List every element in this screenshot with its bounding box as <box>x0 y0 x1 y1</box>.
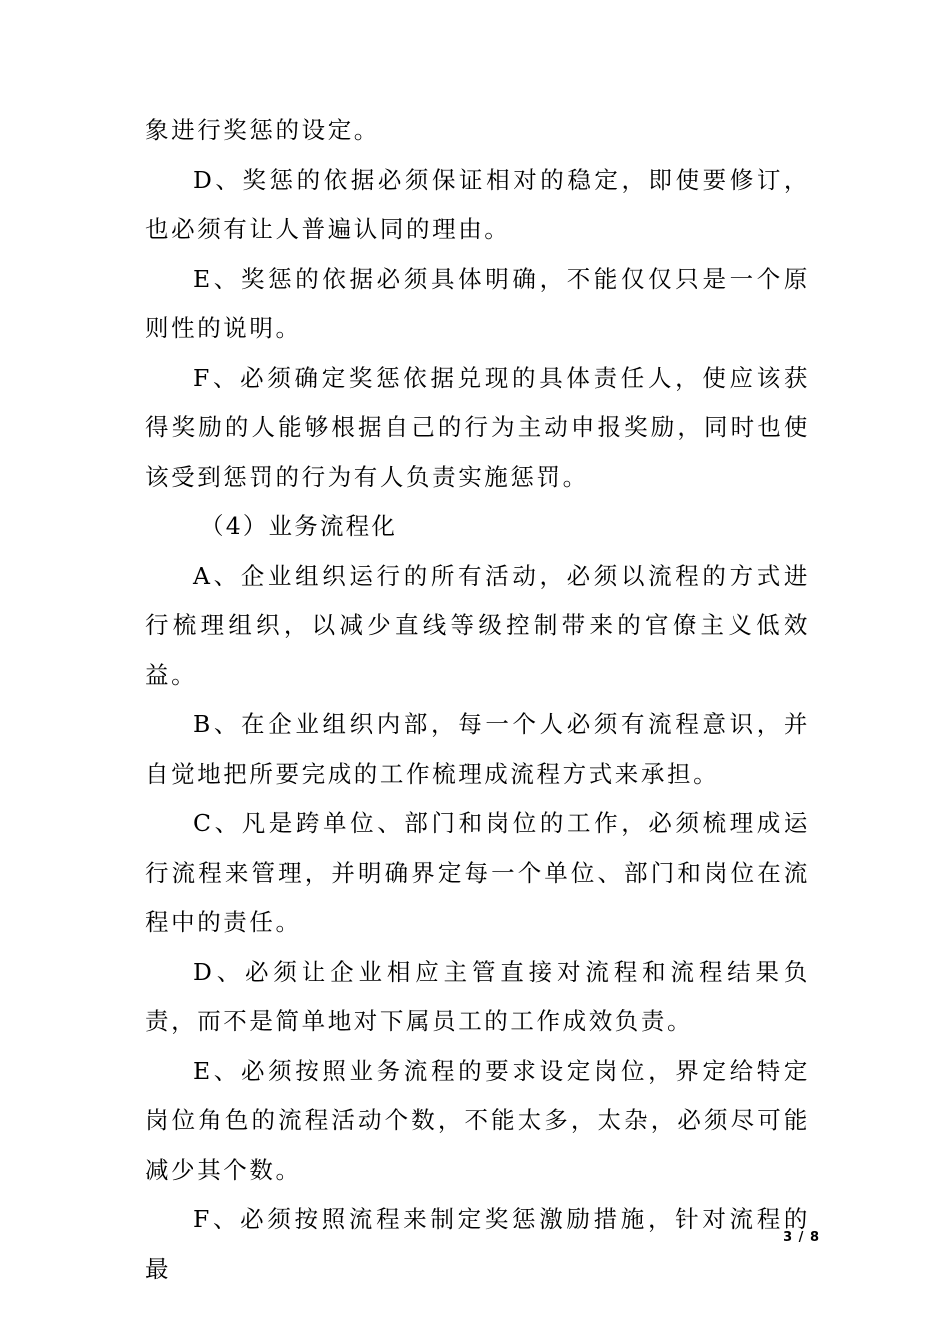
paragraph-process-item-b: B、在企业组织内部，每一个人必须有流程意识，并自觉地把所要完成的工作梳理成流程方式来承担。 <box>145 710 810 788</box>
paragraph-process-item-c: C、凡是跨单位、部门和岗位的工作，必须梳理成运行流程来管理，并明确界定每一个单位、部门和岗位在流程中的责任。 <box>145 809 810 936</box>
paragraph-process-item-f: F、必须按照流程来制定奖惩激励措施，针对流程的最 <box>145 1205 810 1283</box>
paragraph-continuation: 象进行奖惩的设定。 <box>145 116 380 144</box>
paragraph-reward-item-d: D、奖惩的依据必须保证相对的稳定，即使要修订，也必须有让人普遍认同的理由。 <box>145 165 810 243</box>
page-number: 3 / 8 <box>783 1230 820 1245</box>
section-heading-process: （4）业务流程化 <box>200 512 398 540</box>
paragraph-process-item-a: A、企业组织运行的所有活动，必须以流程的方式进行梳理组织，以减少直线等级控制带来的官僚主义低效益。 <box>145 561 810 689</box>
document-body <box>145 106 810 1294</box>
paragraph-process-item-e: E、必须按照业务流程的要求设定岗位，界定给特定岗位角色的流程活动个数，不能太多，太杂，必须尽可能减少其个数。 <box>145 1056 810 1184</box>
paragraph-reward-item-f: F、必须确定奖惩依据兑现的具体责任人，使应该获得奖励的人能够根据自己的行为主动申报奖励，同时也使该受到惩罚的行为有人负责实施惩罚。 <box>145 363 810 491</box>
paragraph-process-item-d: D、必须让企业相应主管直接对流程和流程结果负责，而不是简单地对下属员工的工作成效负责。 <box>145 957 810 1035</box>
paragraph-reward-item-e: E、奖惩的依据必须具体明确，不能仅仅只是一个原则性的说明。 <box>145 264 810 342</box>
